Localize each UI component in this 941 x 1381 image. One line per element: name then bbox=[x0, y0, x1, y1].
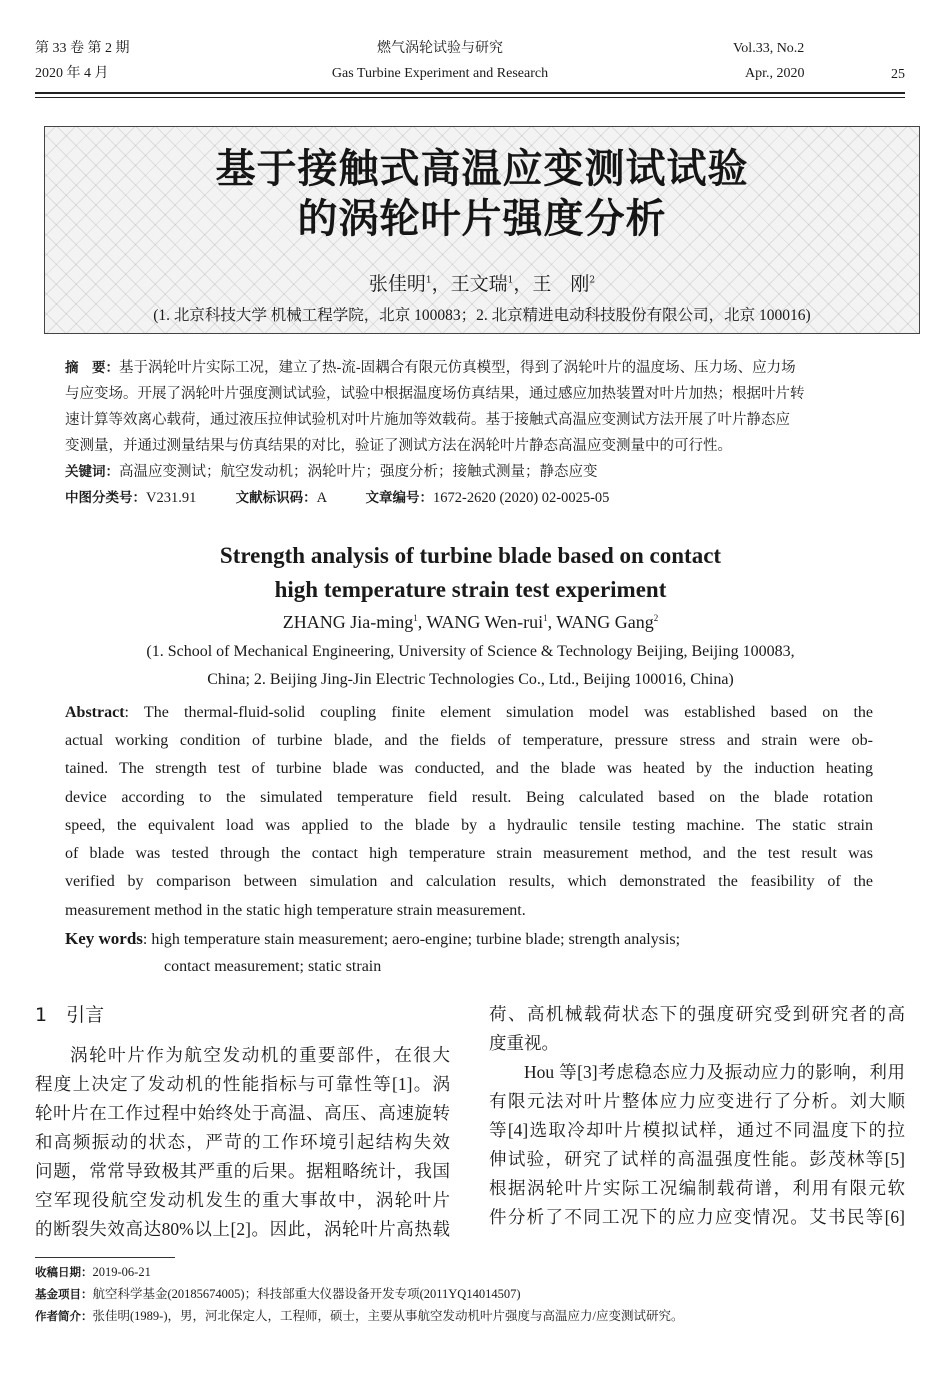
body-line: 有限元法对叶片整体应力应变进行了分析。刘大顺 bbox=[489, 1091, 905, 1111]
body-line: 度重视。 bbox=[489, 1033, 559, 1053]
body-line: 根据涡轮叶片实际工况编制载荷谱，利用有限元软 bbox=[489, 1178, 905, 1198]
body-line: 轮叶片在工作过程中始终处于高温、高压、高速旋转 bbox=[35, 1103, 450, 1123]
fund-label: 基金项目： bbox=[35, 1287, 93, 1301]
doc-code-label: 文献标识码： bbox=[235, 490, 317, 506]
footnote-received: 收稿日期：2019-06-21 bbox=[35, 1265, 151, 1279]
article-no-value: 1672-2620 (2020) 02-0025-05 bbox=[433, 490, 610, 506]
footnote-rule bbox=[35, 1257, 175, 1258]
author-cn-name: 王文瑞 bbox=[450, 273, 508, 295]
author-en-name: ZHANG Jia-ming bbox=[282, 612, 414, 632]
header-rule-thin bbox=[35, 97, 905, 98]
author-cn-sup: 1 bbox=[425, 275, 432, 286]
title-en-line1: Strength analysis of turbine blade based on contact bbox=[219, 543, 722, 568]
affiliation-en-line1: (1. School of Mechanical Engineering, University of Science & Technology Beijing, Beijing 100083, bbox=[146, 643, 795, 660]
keywords-en-label: Key words bbox=[65, 929, 143, 948]
author-cn-sup: 2 bbox=[589, 275, 596, 286]
clc-value: V231.91 bbox=[146, 490, 197, 506]
body-line: 和高频振动的状态，严苛的工作环境引起结构失效 bbox=[35, 1132, 450, 1152]
affiliation-cn: (1. 北京科技大学 机械工程学院，北京 100083；2. 北京精进电动科技股份有限公司，北京 100016) bbox=[153, 307, 811, 324]
body-line: 涡轮叶片作为航空发动机的重要部件，在很大 bbox=[70, 1045, 450, 1065]
header-date-cn: 2020 年 4 月 bbox=[35, 66, 109, 81]
author-en-name: WANG Gang bbox=[556, 612, 654, 632]
classification-line bbox=[65, 485, 609, 511]
authors-cn: 张佳明$^1$，王文瑞$^1$，王 刚$^2$ bbox=[368, 273, 596, 295]
author-cn-name: 张佳明 bbox=[368, 273, 426, 295]
title-cn-line2: 的涡轮叶片强度分析 bbox=[297, 196, 667, 242]
header-journal-cn: 燃气涡轮试验与研究 bbox=[377, 41, 503, 56]
author-cn-name: 王 刚 bbox=[532, 273, 590, 295]
header-date-en: Apr., 2020 bbox=[745, 66, 805, 81]
header-volume-cn: 第 33 卷 第 2 期 bbox=[35, 41, 130, 56]
abstract-cn-line: 速计算等效离心载荷，通过液压拉伸试验机对叶片施加等效载荷。基于接触式高温应变测试方法开展了叶片静态应 bbox=[65, 412, 790, 428]
title-cn-line1: 基于接触式高温应变测试试验 bbox=[215, 146, 749, 192]
abstract-en-label: Abstract bbox=[65, 704, 125, 721]
clc-label: 中图分类号： bbox=[65, 490, 146, 506]
received-label: 收稿日期： bbox=[35, 1265, 93, 1279]
keywords-cn: 关键词：高温应变测试；航空发动机；涡轮叶片；强度分析；接触式测量；静态应变 bbox=[65, 464, 598, 480]
article-no-label: 文章编号： bbox=[365, 490, 434, 506]
body-line: 荷、高机械载荷状态下的强度研究受到研究者的高 bbox=[489, 1004, 905, 1024]
author-en-sup: 2 bbox=[653, 613, 659, 623]
abstract-en-line: tained. The strength test of turbine blade was conducted, and the blade was heated by the induction heating bbox=[65, 760, 873, 777]
abstract-en-line: Abstract: The thermal-fluid-solid coupling finite element simulation model was established based on the bbox=[65, 704, 873, 721]
header-volume-en: Vol.33, No.2 bbox=[733, 41, 805, 56]
affiliation-en-line2: China; 2. Beijing Jing-Jin Electric Technologies Co., Ltd., Beijing 100016, China) bbox=[207, 671, 734, 688]
keywords-cn-label: 关键词： bbox=[65, 464, 119, 480]
body-line: 空军现役航空发动机发生的重大事故中，涡轮叶片 bbox=[35, 1190, 450, 1210]
page-number: 25 bbox=[891, 67, 905, 82]
doc-code-value: A bbox=[316, 490, 327, 506]
body-line: 等[4]选取冷却叶片模拟试样，通过不同温度下的拉 bbox=[489, 1120, 905, 1140]
footnote-author: 作者简介：张佳明(1989-)，男，河北保定人，工程师，硕士，主要从事航空发动机叶片强度与高温应力/应变测试研究。 bbox=[35, 1309, 684, 1323]
keywords-en-line2: contact measurement; static strain bbox=[164, 958, 382, 975]
author-en-sup: 1 bbox=[543, 613, 548, 623]
author-en-name: WANG Wen-rui bbox=[426, 612, 544, 632]
abstract-en-line: actual working condition of turbine blade, and the fields of temperature, pressure stress and strain were ob- bbox=[65, 732, 873, 749]
abstract-en-line: speed, the equivalent load was applied to the blade by a hydraulic tensile testing machine. The static strain bbox=[65, 817, 873, 834]
abstract-en-line: device according to the simulated temperature field result. Being calculated based on the blade rotation bbox=[65, 789, 873, 806]
body-line: 伸试验，研究了试样的高温强度性能。彭茂林等[5] bbox=[489, 1149, 905, 1169]
abstract-cn-line: 与应变场。开展了涡轮叶片强度测试试验，试验中根据温度场仿真结果，通过感应加热装置对叶片加热；根据叶片转 bbox=[65, 386, 805, 402]
body-line: 的断裂失效高达80%以上[2]。因此，涡轮叶片高热载 bbox=[35, 1219, 450, 1239]
authors-en: ZHANG Jia-ming$^1$, WANG Wen-rui$^1$, WANG Gang$^2$ bbox=[282, 612, 659, 632]
abstract-cn-line: 变测量，并通过测量结果与仿真结果的对比，验证了测试方法在涡轮叶片静态高温应变测量中的可行性。 bbox=[65, 438, 732, 454]
header-journal-en: Gas Turbine Experiment and Research bbox=[331, 66, 549, 81]
abstract-en-line: verified by comparison between simulation and calculation results, which demonstrated the feasibility of the bbox=[65, 873, 873, 890]
title-box bbox=[44, 126, 920, 334]
body-line: 件分析了不同工况下的应力应变情况。艾书民等[6] bbox=[489, 1207, 905, 1227]
author-en-sup: 1 bbox=[413, 613, 418, 623]
header-rule-thick bbox=[35, 92, 905, 94]
keywords-en: Key words: high temperature stain measurement; aero-engine; turbine blade; strength analysis; bbox=[65, 929, 681, 948]
footnote-fund: 基金项目：航空科学基金(20185674005)；科技部重大仪器设备开发专项(2011YQ14014507) bbox=[35, 1287, 521, 1301]
abstract-en-line: measurement method in the static high temperature strain measurement. bbox=[65, 902, 526, 919]
abstract-cn-line: 摘 要：基于涡轮叶片实际工况，建立了热-流-固耦合有限元仿真模型，得到了涡轮叶片的温度场、压力场、应力场 bbox=[65, 360, 796, 376]
author-cn-sup: 1 bbox=[507, 275, 514, 286]
body-line: Hou 等[3]考虑稳态应力及振动应力的影响，利用 bbox=[524, 1062, 905, 1082]
title-en-line2: high temperature strain test experiment bbox=[274, 577, 667, 602]
abstract-cn-label: 摘 要： bbox=[65, 360, 119, 376]
abstract-en-line: of blade was tested through the contact high temperature strain measurement method, and the test result was bbox=[65, 845, 873, 862]
body-line: 问题，常常导致极其严重的后果。据粗略统计，我国 bbox=[35, 1161, 450, 1181]
body-line: 程度上决定了发动机的性能指标与可靠性等[1]。涡 bbox=[35, 1074, 450, 1094]
author-bio-label: 作者简介： bbox=[35, 1309, 93, 1323]
section-heading: 1 引言 bbox=[35, 1004, 105, 1026]
